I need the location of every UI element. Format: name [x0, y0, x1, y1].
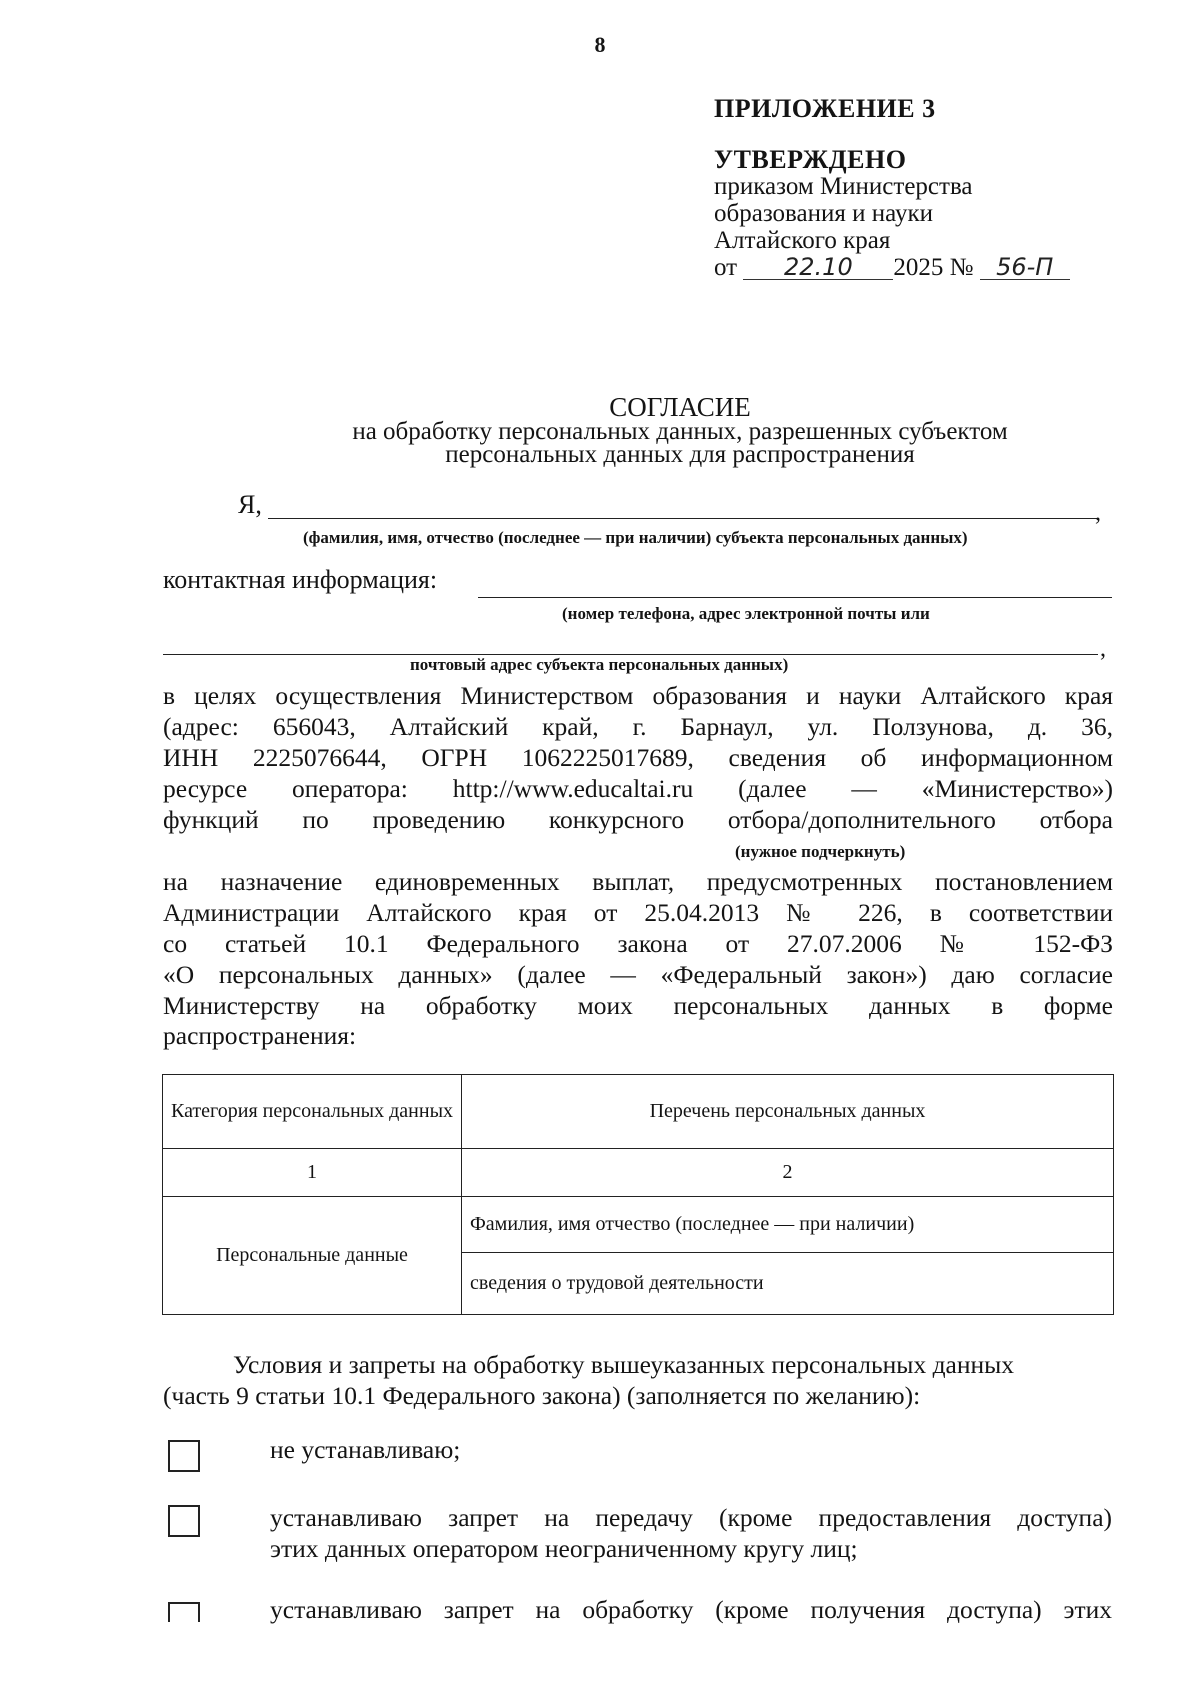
option-no-restrictions-checkbox[interactable] [168, 1440, 200, 1472]
document-title: СОГЛАСИЕ [609, 392, 751, 422]
option-processing-ban-checkbox[interactable] [168, 1602, 200, 1622]
table-header-list: Перечень персональных данных [462, 1075, 1114, 1149]
name-label: Я, [238, 490, 262, 519]
table-header-category: Категория персональных данных [163, 1075, 462, 1149]
paragraph-line: функций по проведению конкурсного отбора/дополнительного отбора [163, 805, 1113, 834]
subtitle-line-1: на обработку персональных данных, разрешенных субъектом [352, 418, 1008, 445]
consent-paragraph [163, 866, 1113, 1021]
order-number-handwritten: 56-П [980, 255, 1070, 280]
order-date-handwritten: 22.10 [743, 255, 893, 280]
from-label: от [714, 254, 738, 281]
table-col-number-2: 2 [462, 1149, 1114, 1197]
annex-label: ПРИЛОЖЕНИЕ 3 [714, 94, 936, 123]
paragraph-line: со статьей 10.1 Федерального закона от 27.07.2006 № 152-ФЗ [163, 929, 1113, 958]
paragraph-line: ресурсе оператора: http://www.educaltai.ru (далее — «Министерство») [163, 774, 1113, 803]
paragraph-line: «О персональных данных» (далее — «Федеральный закон») даю согласие [163, 960, 1113, 989]
option-processing-ban-line-1: устанавливаю запрет на обработку (кроме получения доступа) этих [270, 1595, 1112, 1624]
table-col-number-1: 1 [163, 1149, 462, 1197]
approval-block [714, 95, 1070, 281]
personal-data-table [162, 1074, 1114, 1315]
order-line-3: Алтайского края [714, 227, 891, 254]
paragraph-line: ИНН 2225076644, ОГРН 1062225017689, сведения об информационном [163, 743, 1113, 772]
paragraph-line: на назначение единовременных выплат, предусмотренных постановлением [163, 867, 1113, 896]
contact-caption-1: (номер телефона, адрес электронной почты или [562, 604, 930, 623]
option-no-restrictions-label: не устанавливаю; [270, 1435, 461, 1464]
contact-comma: , [1100, 636, 1106, 662]
paragraph-last-line: распространения: [163, 1021, 357, 1050]
contact-input-line-1[interactable] [478, 597, 1112, 598]
table-item-cell: сведения о трудовой деятельности [462, 1253, 1114, 1315]
paragraph-line: в целях осуществления Министерством образования и науки Алтайского края [163, 681, 1113, 710]
conditions-line-1: Условия и запреты на обработку вышеуказанных персональных данных [233, 1350, 1015, 1379]
conditions-line-2: (часть 9 статьи 10.1 Федерального закона) (заполняется по желанию): [163, 1381, 921, 1410]
order-date-row [714, 254, 1070, 281]
underline-hint: (нужное подчеркнуть) [735, 842, 906, 861]
option-transfer-ban-checkbox[interactable] [168, 1505, 200, 1537]
paragraph-line: (адрес: 656043, Алтайский край, г. Барнаул, ул. Ползунова, д. 36, [163, 712, 1113, 741]
table-row [163, 1197, 1114, 1253]
contact-caption-2: почтовый адрес субъекта персональных данных) [410, 655, 789, 674]
option-transfer-ban-line-1: устанавливаю запрет на передачу (кроме предоставления доступа) [270, 1503, 1112, 1532]
document-subtitle [240, 420, 1120, 466]
name-input-line[interactable] [268, 518, 1098, 519]
table-category-cell: Персональные данные [163, 1197, 462, 1315]
name-caption: (фамилия, имя, отчество (последнее — при наличии) субъекта персональных данных) [303, 528, 968, 547]
name-comma: , [1095, 500, 1101, 526]
page-number: 8 [594, 32, 606, 57]
purpose-paragraph [163, 680, 1113, 835]
approved-label: УТВЕРЖДЕНО [714, 145, 907, 174]
year-label: 2025 № [893, 254, 974, 281]
paragraph-line: Министерству на обработку моих персональных данных в форме [163, 991, 1113, 1020]
table-item-cell: Фамилия, имя отчество (последнее — при наличии) [462, 1197, 1114, 1253]
contact-label: контактная информация: [163, 565, 438, 594]
order-line-2: образования и науки [714, 200, 933, 227]
table-header-row [163, 1075, 1114, 1149]
option-transfer-ban-line-2: этих данных оператором неограниченному кругу лиц; [270, 1534, 858, 1563]
paragraph-line: Администрации Алтайского края от 25.04.2013 № 226, в соответствии [163, 898, 1113, 927]
subtitle-line-2: персональных данных для распространения [445, 441, 915, 468]
order-line-1: приказом Министерства [714, 173, 973, 200]
table-number-row [163, 1149, 1114, 1197]
